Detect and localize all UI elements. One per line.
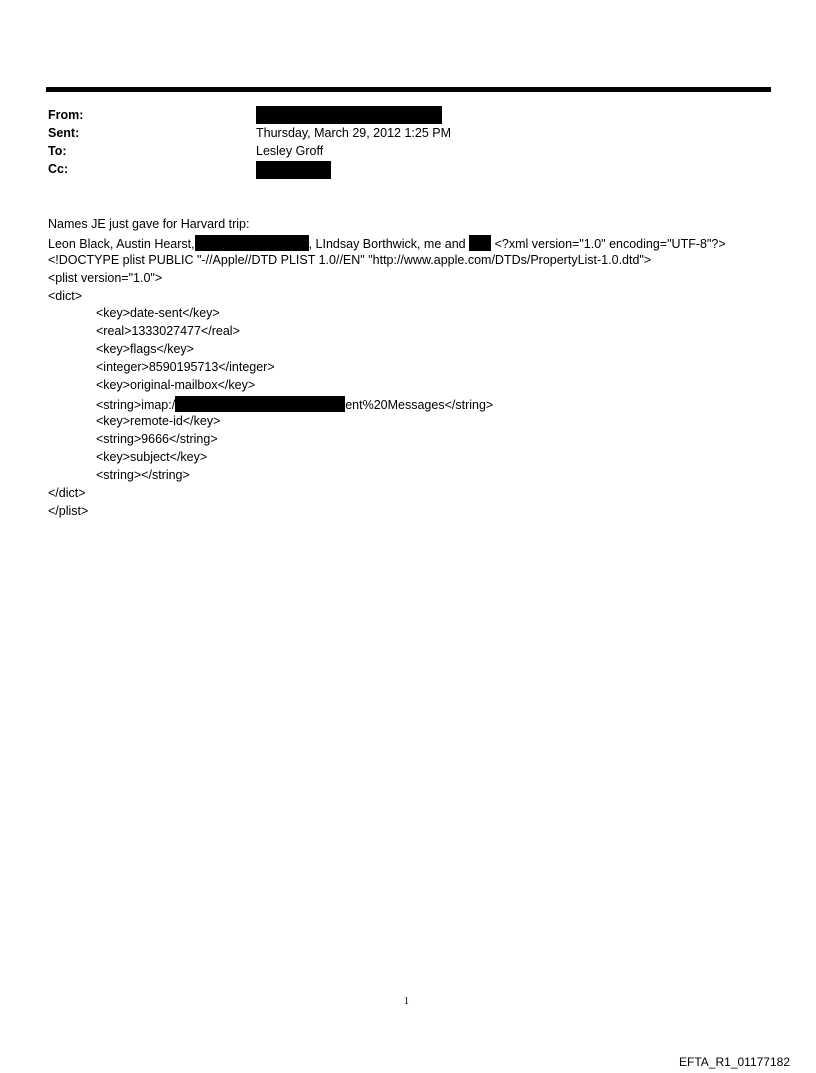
body-line-names: Names JE just gave for Harvard trip: [48,217,250,231]
to-value: Lesley Groff [256,144,324,158]
imap-redaction [175,396,345,412]
plist-close-line: </plist> [48,504,89,518]
real-value-line: <real>1333027477</real> [96,324,240,338]
body-line-attendees [48,235,726,251]
cc-redaction [256,161,331,179]
sent-label: Sent: [48,126,80,140]
attendee-redaction-1 [195,235,309,251]
sent-value: Thursday, March 29, 2012 1:25 PM [256,126,452,140]
string-remote-id-line: <string>9666</string> [96,432,218,446]
xml-declaration: <?xml version="1.0" encoding="UTF-8"?> [491,237,726,251]
bates-number: EFTA_R1_01177182 [679,1055,790,1069]
cc-label: Cc: [48,162,69,176]
attendee-redaction-2 [469,235,491,251]
from-redaction [256,106,442,124]
attendees-part-b: , LIndsay Borthwick, me and [308,237,466,251]
dict-open-line: <dict> [48,289,83,303]
string-imap-line [96,396,493,412]
imap-part-b: ent%20Messages</string> [345,398,494,412]
page-number: 1 [404,996,409,1007]
from-label: From: [48,108,84,122]
key-subject-line: <key>subject</key> [96,450,208,464]
key-date-sent-line: <key>date-sent</key> [96,306,220,320]
key-remote-id-line: <key>remote-id</key> [96,414,221,428]
key-flags-line: <key>flags</key> [96,342,194,356]
doctype-line: <!DOCTYPE plist PUBLIC "-//Apple//DTD PLIST 1.0//EN" "http://www.apple.com/DTDs/PropertyList-1.0.dtd"> [48,253,652,267]
imap-part-a: <string>imap:/ [96,398,176,412]
plist-open-line: <plist version="1.0"> [48,271,163,285]
string-subject-line: <string></string> [96,468,190,482]
integer-value-line: <integer>8590195713</integer> [96,360,275,374]
header-rule [46,87,771,92]
dict-close-line: </dict> [48,486,86,500]
key-original-mailbox-line: <key>original-mailbox</key> [96,378,256,392]
to-label: To: [48,144,67,158]
attendees-part-a: Leon Black, Austin Hearst, [48,237,195,251]
